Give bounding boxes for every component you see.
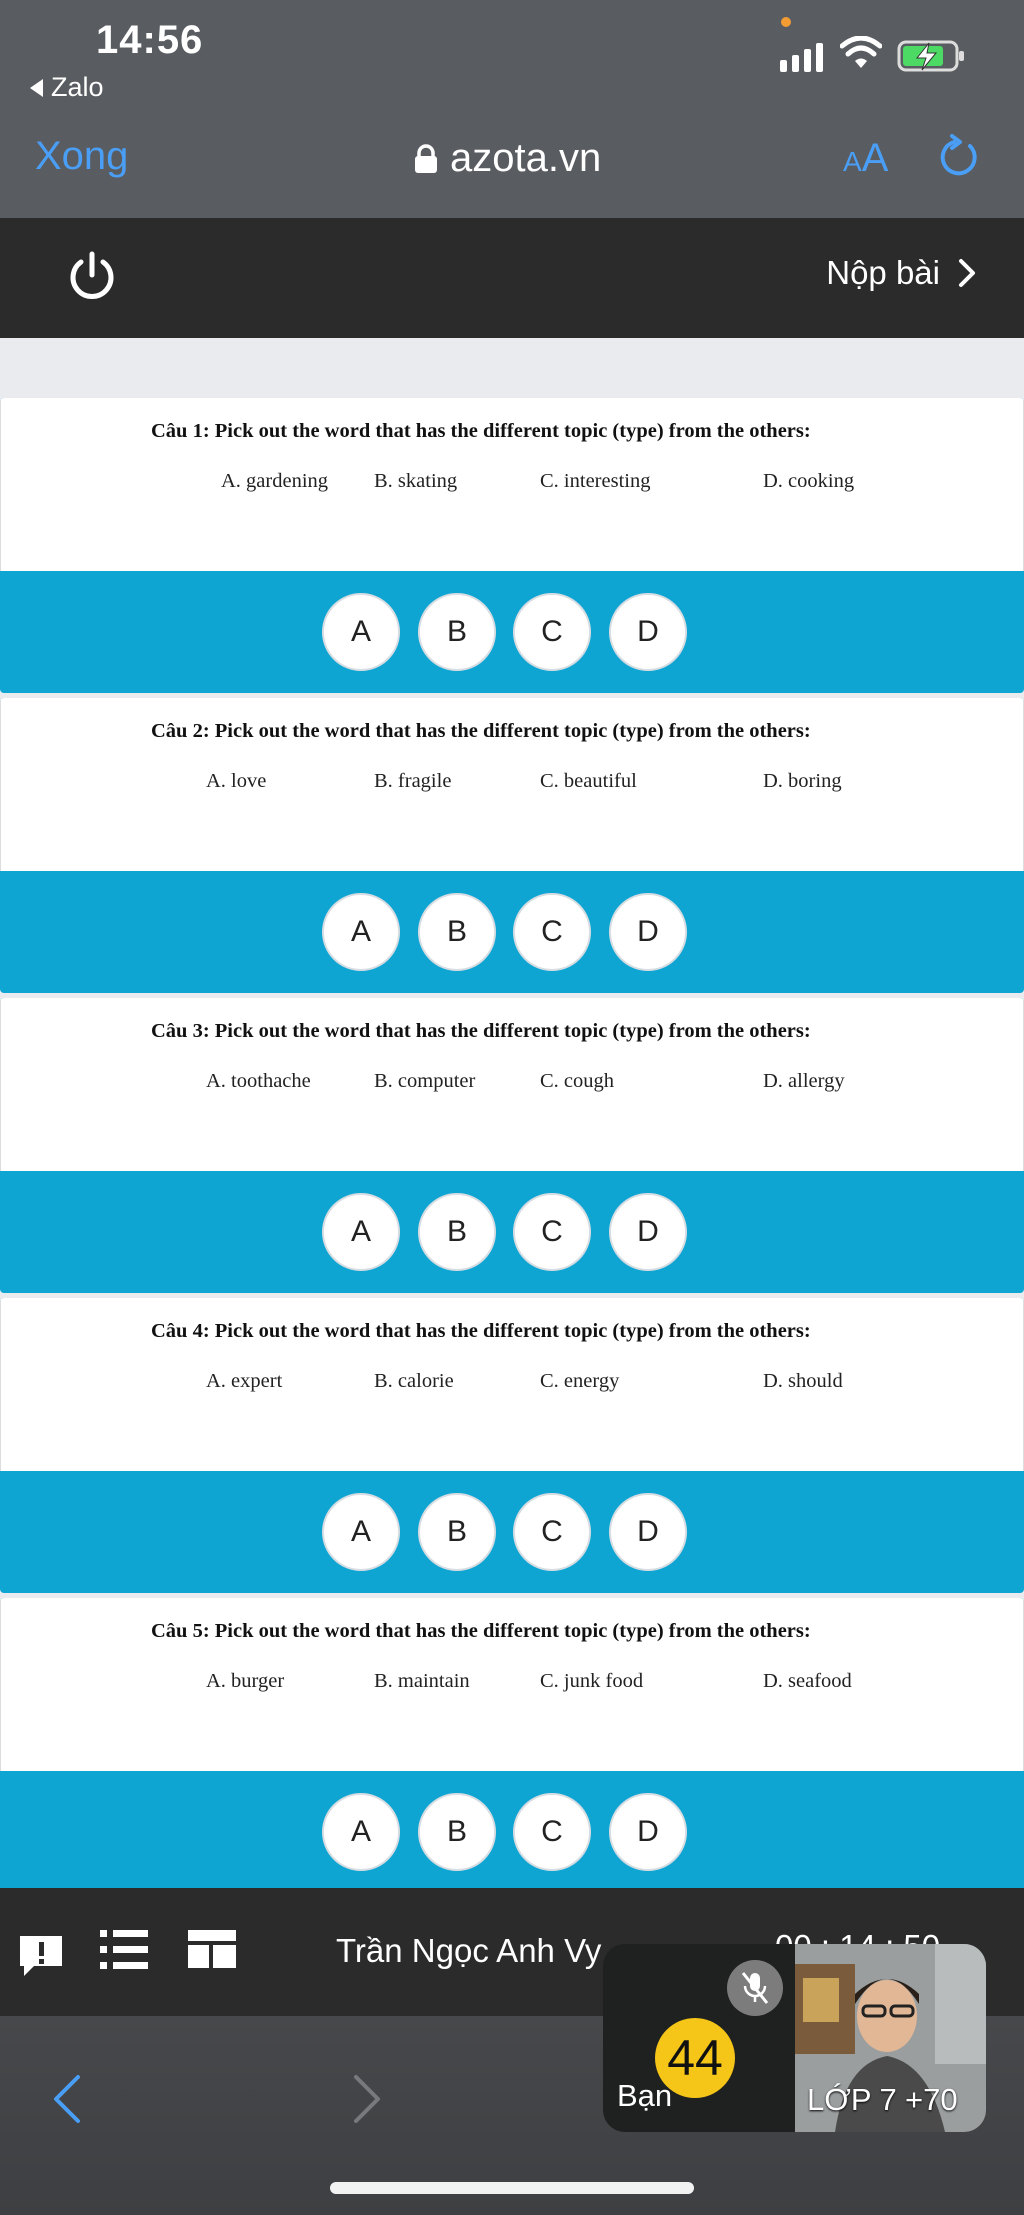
answer-bar <box>0 571 1024 693</box>
option-c: C. beautiful <box>540 770 637 792</box>
text-size-button[interactable] <box>843 136 888 181</box>
question-list-icon[interactable] <box>100 1928 148 1972</box>
answer-bar <box>0 1771 1024 1893</box>
option-a: A. expert <box>206 1370 283 1392</box>
answer-b-button[interactable]: B <box>418 1793 496 1871</box>
back-to-app-link[interactable] <box>30 72 104 103</box>
option-d: D. boring <box>763 770 842 792</box>
lock-icon <box>414 144 438 174</box>
reload-icon[interactable] <box>938 134 980 180</box>
answer-d-button[interactable]: D <box>609 593 687 671</box>
browser-top-bar <box>0 0 1024 218</box>
power-icon[interactable] <box>64 248 120 304</box>
question-title: Câu 3: Pick out the word that has the different topic (type) from the others: <box>151 1020 811 1042</box>
mic-muted-button[interactable] <box>727 1960 783 2016</box>
question-card <box>0 998 1024 1171</box>
submit-exam-button[interactable] <box>826 254 976 292</box>
answer-d-button[interactable]: D <box>609 1193 687 1271</box>
question-card <box>0 1298 1024 1471</box>
back-triangle-icon <box>30 79 43 97</box>
question-block-5 <box>0 1598 1024 1893</box>
option-c: C. interesting <box>540 470 651 492</box>
question-card <box>0 698 1024 871</box>
group-label: LỚP 7 <box>807 2082 897 2117</box>
status-time: 14:56 <box>96 18 204 62</box>
student-name: Trần Ngọc Anh Vy <box>336 1932 602 1969</box>
question-block-4 <box>0 1298 1024 1593</box>
option-c: C. cough <box>540 1070 615 1092</box>
home-indicator <box>330 2182 694 2194</box>
answer-b-button[interactable]: B <box>418 1193 496 1271</box>
chevron-right-icon <box>958 258 976 288</box>
question-card <box>0 398 1024 571</box>
layout-icon[interactable] <box>188 1928 236 1970</box>
question-block-1 <box>0 398 1024 693</box>
answer-c-button[interactable]: C <box>513 1193 591 1271</box>
option-a: A. burger <box>206 1670 285 1692</box>
option-b: B. fragile <box>374 770 452 792</box>
option-c: C. junk food <box>540 1670 644 1692</box>
answer-c-button[interactable]: C <box>513 893 591 971</box>
wifi-icon <box>840 36 882 72</box>
battery-charging-icon <box>897 40 967 72</box>
option-a: A. toothache <box>206 1070 311 1092</box>
option-d: D. cooking <box>763 470 855 492</box>
question-title: Câu 2: Pick out the word that has the different topic (type) from the others: <box>151 720 811 742</box>
question-title: Câu 5: Pick out the word that has the different topic (type) from the others: <box>151 1620 811 1642</box>
option-b: B. computer <box>374 1070 476 1092</box>
answer-bar <box>0 1171 1024 1293</box>
option-c: C. energy <box>540 1370 620 1392</box>
answer-d-button[interactable]: D <box>609 1493 687 1571</box>
question-title: Câu 1: Pick out the word that has the different topic (type) from the others: <box>151 420 811 442</box>
option-d: D. should <box>763 1370 843 1392</box>
answer-c-button[interactable]: C <box>513 593 591 671</box>
answer-a-button[interactable]: A <box>322 1193 400 1271</box>
answer-b-button[interactable]: B <box>418 593 496 671</box>
report-icon[interactable] <box>16 1932 66 1980</box>
answer-a-button[interactable]: A <box>322 1793 400 1871</box>
done-button[interactable]: Xong <box>35 134 129 178</box>
question-block-2 <box>0 698 1024 993</box>
answer-b-button[interactable]: B <box>418 1493 496 1571</box>
mic-off-icon <box>740 1971 770 2005</box>
text-size-small-a: A <box>843 146 862 177</box>
option-d: D. seafood <box>763 1670 852 1692</box>
answer-bar <box>0 871 1024 993</box>
answer-b-button[interactable]: B <box>418 893 496 971</box>
answer-a-button[interactable]: A <box>322 893 400 971</box>
answer-d-button[interactable]: D <box>609 1793 687 1871</box>
privacy-indicator-dot <box>781 17 791 27</box>
url-bar[interactable] <box>414 136 601 181</box>
text-size-large-a: A <box>861 136 889 180</box>
answer-c-button[interactable]: C <box>513 1793 591 1871</box>
video-call-overlay[interactable] <box>603 1944 986 2132</box>
question-title: Câu 4: Pick out the word that has the different topic (type) from the others: <box>151 1320 811 1342</box>
answer-c-button[interactable]: C <box>513 1493 591 1571</box>
url-text: azota.vn <box>450 136 602 180</box>
option-a: A. gardening <box>221 470 329 492</box>
participant-count-badge: 44 <box>655 2018 735 2098</box>
answer-bar <box>0 1471 1024 1593</box>
back-app-label: Zalo <box>51 72 104 102</box>
question-block-3 <box>0 998 1024 1293</box>
back-chevron-icon[interactable] <box>52 2074 82 2124</box>
option-d: D. allergy <box>763 1070 845 1092</box>
question-card <box>0 1598 1024 1771</box>
option-b: B. maintain <box>374 1670 470 1692</box>
cellular-signal-icon <box>780 40 823 72</box>
answer-d-button[interactable]: D <box>609 893 687 971</box>
answer-a-button[interactable]: A <box>322 593 400 671</box>
option-b: B. calorie <box>374 1370 454 1392</box>
answer-a-button[interactable]: A <box>322 1493 400 1571</box>
self-label: Bạn <box>617 2078 673 2113</box>
option-a: A. love <box>206 770 267 792</box>
extra-participants-count: +70 <box>905 2082 958 2117</box>
option-b: B. skating <box>374 470 458 492</box>
forward-chevron-icon[interactable] <box>352 2074 382 2124</box>
submit-label: Nộp bài <box>826 254 940 291</box>
exam-header <box>0 218 1024 338</box>
